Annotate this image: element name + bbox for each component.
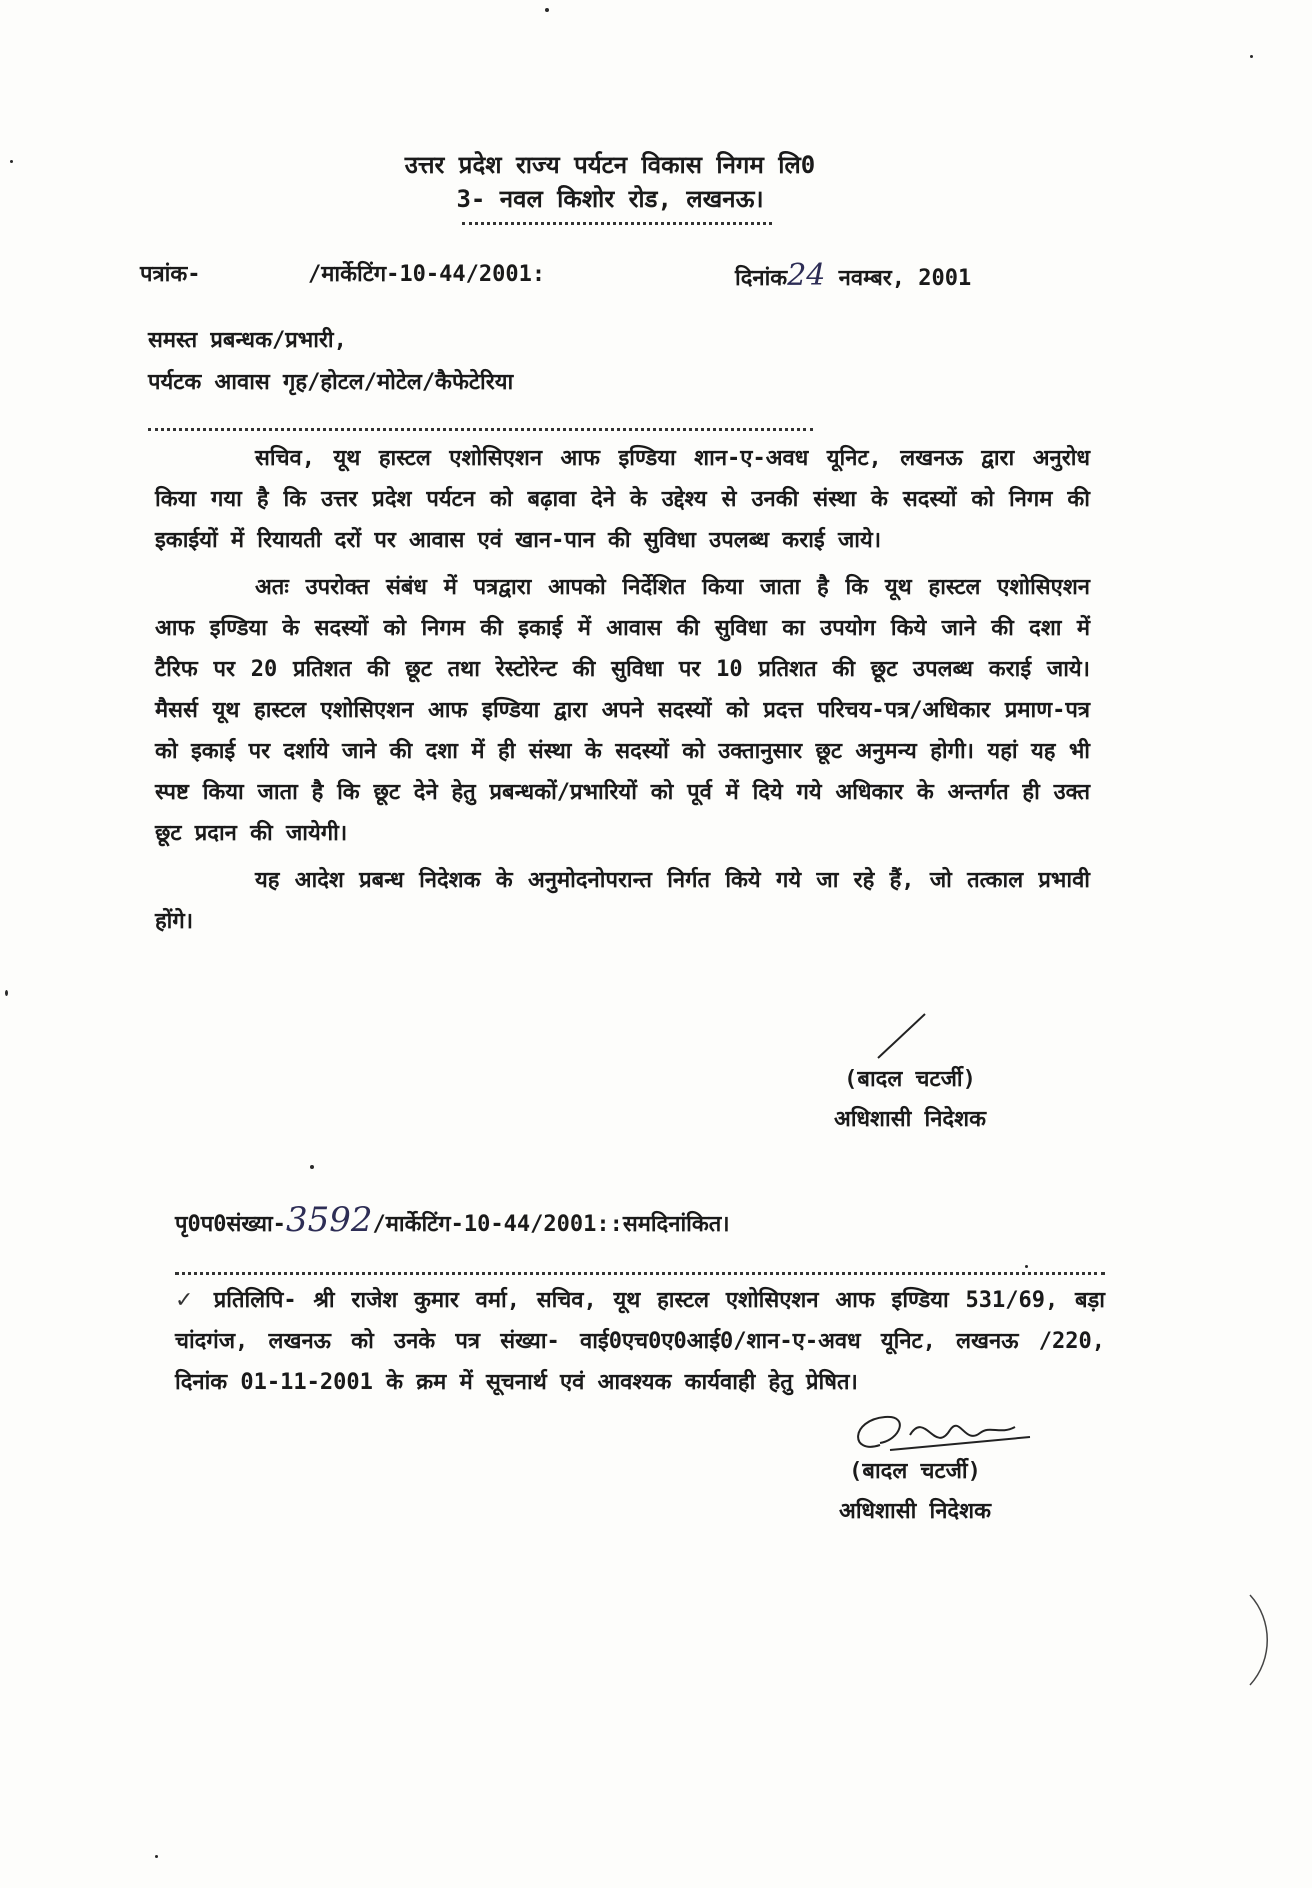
- addressee-line: पर्यटक आवास गृह/होटल/मोटेल/कैफेटेरिया: [148, 370, 514, 395]
- scan-speck: [1250, 55, 1253, 58]
- scan-speck: [310, 1165, 314, 1169]
- addressee-line: समस्त प्रबन्धक/प्रभारी,: [148, 328, 347, 353]
- signature-block: [805, 1452, 1025, 1532]
- organization-name: उत्तर प्रदेश राज्य पर्यटन विकास निगम लि0: [404, 151, 816, 179]
- reference-number: /मार्केटिंग-10-44/2001:: [308, 262, 546, 287]
- copy-label: प्रतिलिपि-: [213, 1288, 297, 1313]
- body-paragraph: यह आदेश प्रबन्ध निदेशक के अनुमोदनोपरान्त निर्गत किये गये जा रहे हैं, जो तत्काल प्रभावी होंगे।: [155, 868, 1090, 934]
- copy-reference-suffix: /मार्केटिंग-10-44/2001::समदिनांकित।: [372, 1212, 730, 1237]
- checkmark-icon: ✓: [175, 1288, 197, 1313]
- scan-speck: [5, 990, 8, 996]
- scan-speck: [545, 8, 549, 12]
- margin-mark: [1245, 1590, 1275, 1690]
- date-rest: नवम्बर, 2001: [838, 266, 972, 291]
- scan-speck: [1025, 1265, 1028, 1268]
- copy-reference-line: [175, 1200, 730, 1240]
- organization-address: 3- नवल किशोर रोड, लखनऊ।: [456, 185, 764, 213]
- letter-body: [155, 438, 1090, 948]
- scan-speck: [10, 160, 13, 163]
- signatory-name: (बादल चटर्जी): [849, 1459, 981, 1484]
- signatory-name: (बादल चटर्जी): [844, 1067, 976, 1092]
- addressee-divider: [148, 428, 813, 431]
- signatory-title: अधिशासी निदेशक: [834, 1107, 986, 1132]
- header-divider: [462, 222, 772, 225]
- reference-label: पत्रांक-: [140, 262, 201, 287]
- body-paragraph: सचिव, यूथ हास्टल एशोसिएशन आफ इण्डिया शान-ए-अवध यूनिट, लखनऊ द्वारा अनुरोध किया गया है कि उत्तर प्रदेश पर्यटन को बढ़ावा देने के उद्देश्य से उनकी संस्था के सदस्यों को निगम की इकाईयों में रियायती दरों पर आवास एवं खान-पान की सुविधा उपलब्ध कराई जाये।: [155, 446, 1090, 553]
- letterhead: [300, 148, 920, 216]
- signature-block: [800, 1060, 1020, 1140]
- body-paragraph: अतः उपरोक्त संबंध में पत्रद्वारा आपको निर्देशित किया जाता है कि यूथ हास्टल एशोसिएशन आफ इण्डिया के सदस्यों को निगम की इकाई में आवास की सुविधा का उपयोग किये जाने की दशा में टैरिफ पर 20 प्रतिशत की छूट तथा रेस्टोरेन्ट की सुविधा पर 10 प्रतिशत की छूट उपलब्ध कराई जाये। मैसर्स यूथ हास्टल एशोसिएशन आफ इण्डिया द्वारा अपने सदस्यों को प्रदत्त परिचय-पत्र/अधिकार प्रमाण-पत्र को इकाई पर दर्शाये जाने की दशा में ही संस्था के सदस्यों को उक्तानुसार छूट अनुमन्य होगी। यहां यह भी स्पष्ट किया जाता है कि छूट देने हेतु प्रबन्धकों/प्रभारियों को पूर्व में दिये गये अधिकार के अन्तर्गत ही उक्त छूट प्रदान की जायेगी।: [155, 575, 1090, 846]
- date-day-handwritten: 24: [787, 258, 826, 293]
- addressee-block: [148, 320, 513, 404]
- copy-recipient-text: श्री राजेश कुमार वर्मा, सचिव, यूथ हास्टल एशोसिएशन आफ इण्डिया 531/69, बड़ा चांदगंज, लखनऊ को उनके पत्र संख्या- वाई0एच0ए0आई0/शान-ए-अवध यूनिट, लखनऊ /220, दिनांक 01-11-2001 के क्रम में सूचनार्थ एवं आवश्यक कार्यवाही हेतु प्रेषित।: [175, 1288, 1106, 1395]
- copy-divider: [175, 1272, 1105, 1275]
- copy-reference-prefix: पृ0प0संख्या-: [175, 1212, 286, 1237]
- signature-stroke: [870, 1012, 930, 1062]
- copy-to-block: [175, 1280, 1105, 1403]
- letter-date: [735, 258, 971, 293]
- scan-speck: [155, 1855, 158, 1858]
- copy-reference-number-handwritten: 3592: [285, 1200, 373, 1240]
- signatory-title: अधिशासी निदेशक: [839, 1499, 991, 1524]
- date-prefix: दिनांक: [735, 266, 788, 291]
